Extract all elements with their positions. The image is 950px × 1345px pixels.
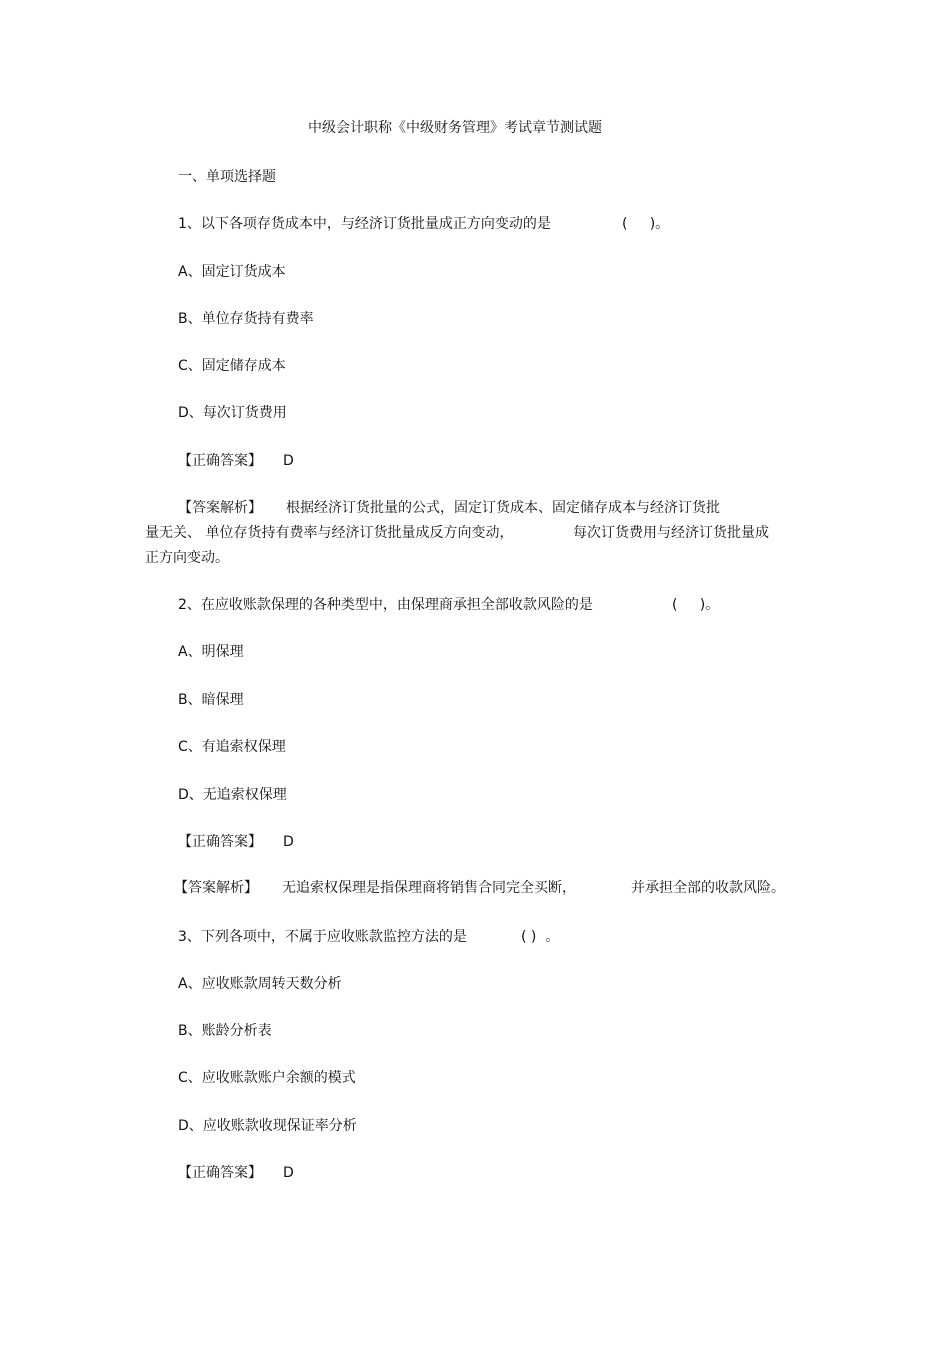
- option-d: D、每次订货费用: [178, 405, 287, 421]
- question-blank: ( )。: [622, 216, 670, 232]
- option-b: B、单位存货持有费率: [178, 311, 314, 327]
- analysis-text-line2b: 每次订货费用与经济订货批量成: [573, 525, 769, 541]
- answer-value: D: [283, 834, 294, 850]
- analysis-text-line1: 根据经济订货批量的公式，固定订货成本、固定储存成本与经济订货批: [286, 500, 720, 516]
- option-a: A、明保理: [178, 644, 244, 660]
- option-b: B、暗保理: [178, 692, 244, 708]
- option-b: B、账龄分析表: [178, 1023, 272, 1039]
- question-blank: ( )。: [672, 597, 720, 613]
- question-stem: 2、在应收账款保理的各种类型中，由保理商承担全部收款风险的是: [178, 597, 593, 613]
- analysis-text-part1: 无追索权保理是指保理商将销售合同完全买断，: [282, 880, 576, 896]
- question-blank: ( ) 。: [521, 929, 560, 945]
- analysis-text-part2: 并承担全部的收款风险。: [631, 880, 785, 896]
- answer-value: D: [283, 1165, 294, 1181]
- option-c: C、有追索权保理: [178, 739, 286, 755]
- analysis-text-line2a: 量无关、 单位存货持有费率与经济订货批量成反方向变动，: [145, 525, 514, 541]
- answer-label: 【正确答案】: [178, 453, 262, 469]
- analysis-label: 【答案解析】: [174, 880, 258, 896]
- analysis-label: 【答案解析】: [178, 500, 262, 516]
- analysis-text-line3: 正方向变动。: [145, 550, 229, 566]
- option-a: A、应收账款周转天数分析: [178, 976, 342, 992]
- answer-label: 【正确答案】: [178, 1165, 262, 1181]
- answer-label: 【正确答案】: [178, 834, 262, 850]
- section-heading: 一、单项选择题: [178, 169, 276, 185]
- option-d: D、无追索权保理: [178, 787, 287, 803]
- answer-value: D: [283, 453, 294, 469]
- option-d: D、应收账款收现保证率分析: [178, 1118, 357, 1134]
- option-c: C、应收账款账户余额的模式: [178, 1070, 356, 1086]
- question-stem: 1、以下各项存货成本中，与经济订货批量成正方向变动的是: [178, 216, 551, 232]
- option-a: A、固定订货成本: [178, 264, 286, 280]
- option-c: C、固定储存成本: [178, 358, 286, 374]
- question-stem: 3、下列各项中，不属于应收账款监控方法的是: [178, 929, 467, 945]
- document-title: 中级会计职称《中级财务管理》考试章节测试题: [308, 120, 602, 136]
